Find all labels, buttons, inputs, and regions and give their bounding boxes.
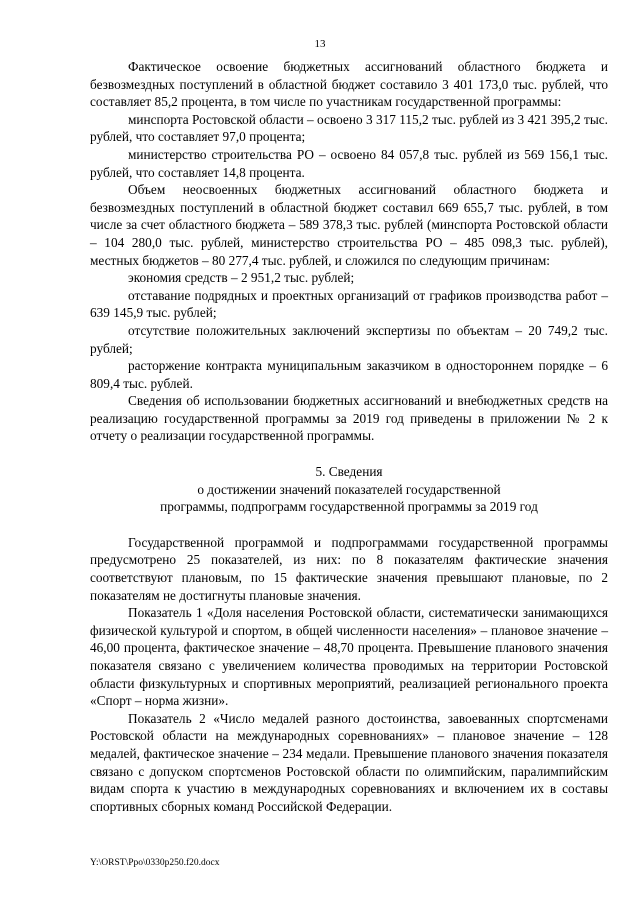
paragraph: Государственной программой и подпрограммами государственной программы предусмотрено 25 показателей, из них: по 8 показателям фактические значения соответствуют плановым, по 15 фактические значения превышают плановые, по 2 показателям не достигнуты плановые значения. (90, 534, 608, 603)
paragraph: экономия средств – 2 951,2 тыс. рублей; (128, 270, 355, 286)
paragraph: отсутствие положительных заключений экспертизы по объектам – 20 749,2 тыс. рублей; (90, 322, 608, 356)
section-heading-line: программы, подпрограмм государственной программы за 2019 год (160, 499, 538, 515)
paragraph: отставание подрядных и проектных организаций от графиков производства работ – 639 145,9 тыс. рублей; (90, 287, 608, 321)
paragraph: Показатель 2 «Число медалей разного достоинства, завоеванных спортсменами Ростовской области на международных соревнованиях» – плановое значение – 128 медалей, фактическое значение – 234 медали. Превышение планового значения показателя связано с допуском спортсменов Ростовской области по олимпийским, паралимпийским видам спорта к участию в международных соревнованиях и включением их в составы спортивных сборных команд Российской Федерации. (90, 710, 608, 814)
document-body (90, 58, 608, 815)
paragraph: Сведения об использовании бюджетных ассигнований и внебюджетных средств на реализацию государственной программы за 2019 год приведены в приложении № 2 к отчету о реализации государственной программы. (90, 393, 608, 444)
spacer (90, 516, 608, 534)
section-heading-line: о достижении значений показателей государственной (197, 481, 501, 497)
paragraph: расторжение контракта муниципальным заказчиком в одностороннем порядке – 6 809,4 тыс. рублей. (90, 358, 608, 391)
paragraph: Показатель 1 «Доля населения Ростовской области, систематически занимающихся физической культурой и спортом, в общей численности населения» – плановое значение – 46,00 процента, фактическое значение – 48,70 процента. Превышение планового значения показателя связано с увеличением количества проводимых на территории Ростовской области физкультурных и спортивных мероприятий, реализацией регионального проекта «Спорт – норма жизни». (90, 605, 608, 709)
paragraph: министерство строительства РО – освоено 84 057,8 тыс. рублей из 569 156,1 тыс. рублей, что составляет 14,8 процента. (90, 146, 608, 180)
paragraph: минспорта Ростовской области – освоено 3 317 115,2 тыс. рублей из 3 421 395,2 тыс. рублей, что составляет 97,0 процента; (90, 111, 608, 145)
file-path-footer: Y:\ORST\Ppo\0330p250.f20.docx (90, 858, 220, 868)
section-heading-number: 5. Сведения (315, 464, 383, 480)
paragraph: Фактическое освоение бюджетных ассигнований областного бюджета и безвозмездных поступлений в областной бюджет составило 3 401 173,0 тыс. рублей, что составляет 85,2 процента, в том числе по участникам государственной программы: (90, 59, 608, 110)
page-number: 13 (314, 38, 326, 50)
paragraph: Объем неосвоенных бюджетных ассигнований областного бюджета и безвозмездных поступлений в областной бюджет составил 669 655,7 тыс. рублей, в том числе за счет областного бюджета – 589 378,3 тыс. рублей (минспорта Ростовской области – 104 280,0 тыс. рублей, министерство строительства РО – 485 098,3 тыс. рублей), местных бюджетов – 80 277,4 тыс. рублей, и сложился по следующим причинам: (90, 182, 608, 268)
